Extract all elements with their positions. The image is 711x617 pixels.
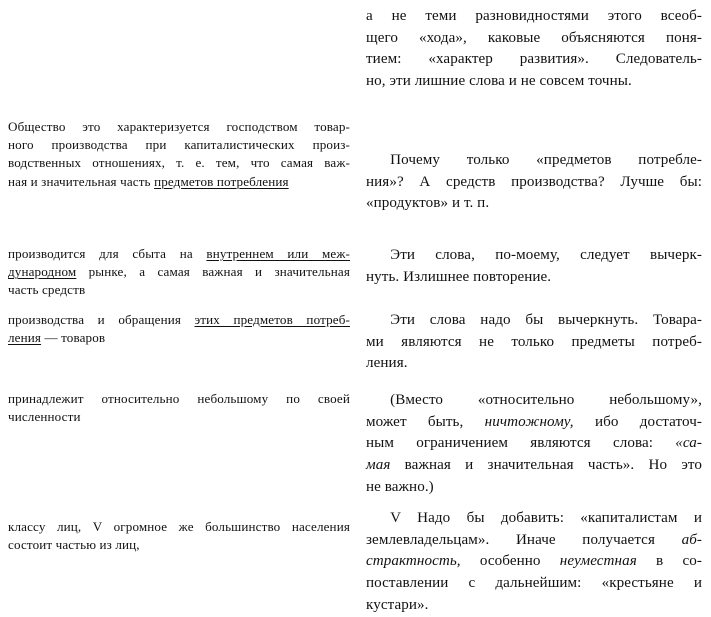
text-run: ная и значительная часть <box>8 173 155 189</box>
text-run: Эти слова надо бы вычеркнуть. Товара- <box>390 312 702 328</box>
left-paragraph-4 <box>8 390 350 426</box>
text-line: «продуктов» и т. п. <box>366 195 490 212</box>
text-line <box>366 412 702 434</box>
text-run: (Вместо «относительно небольшому», <box>390 392 702 408</box>
text-line <box>366 433 702 455</box>
text-line: кустари». <box>366 596 429 613</box>
text-line <box>366 530 702 552</box>
text-run: особенно <box>460 553 560 570</box>
text-line <box>8 329 350 347</box>
text-line: состоит частью из лиц, <box>8 537 140 553</box>
left-paragraph-1 <box>8 118 350 191</box>
text-line <box>8 245 350 263</box>
text-line <box>366 508 702 530</box>
text-run: — товаров <box>41 330 106 346</box>
text-line: щего «хода», каковые объясняются поня- <box>366 29 702 46</box>
underlined-run: внутреннем или меж- <box>206 246 350 261</box>
text-line: численности <box>8 409 81 425</box>
left-paragraph-2 <box>8 245 350 300</box>
text-line <box>366 150 702 172</box>
left-paragraph-5 <box>8 518 350 554</box>
italic-run: ничтожному, <box>484 413 574 430</box>
text-line <box>366 245 702 267</box>
text-line: не важно.) <box>366 478 434 495</box>
text-line: часть средств <box>8 282 86 298</box>
text-line <box>366 551 702 573</box>
text-line <box>8 263 350 281</box>
italic-run: мая <box>366 457 391 474</box>
text-line: ления. <box>366 355 408 372</box>
text-run: может быть, <box>366 413 485 430</box>
text-line: принадлежит относительно небольшому по своей <box>8 391 350 406</box>
text-line: поставлении с дальнейшим: «крестьяне и <box>366 575 702 592</box>
text-line: классу лиц, V огромное же большинство населения <box>8 519 350 534</box>
text-line: Общество это характеризуется господством товар- <box>8 119 350 134</box>
text-line <box>366 310 702 332</box>
text-run: Эти слова, по-моему, следует вычерк- <box>390 247 702 263</box>
italic-run: «са- <box>675 435 702 452</box>
text-run: производится для сбыта на <box>8 246 207 261</box>
italic-run: страктность, <box>366 553 461 570</box>
italic-run: неуместная <box>559 553 637 570</box>
left-text-column <box>8 0 350 616</box>
right-commentary-column <box>366 0 702 616</box>
text-line: тием: «характер развития». Следователь- <box>366 51 702 68</box>
text-line: нуть. Излишнее повторение. <box>366 268 552 285</box>
right-paragraph-3 <box>366 245 702 288</box>
text-run: рынке, а самая важная и значительная <box>76 264 350 280</box>
underlined-run: этих предметов потреб- <box>194 312 350 327</box>
text-run: важная и значительная часть». Но это <box>390 457 702 474</box>
text-line: ми являются не только предметы потреб- <box>366 333 702 350</box>
text-line: а не теми разновидностями этого всеоб- <box>366 8 702 24</box>
text-run: Почему только «предметов потребле- <box>390 152 702 168</box>
underlined-run: предметов потребления <box>154 173 289 189</box>
right-paragraph-5 <box>366 390 702 499</box>
text-run: в со- <box>636 553 702 570</box>
text-run: ным ограничением являются слова: <box>366 435 676 452</box>
right-paragraph-1 <box>366 6 702 93</box>
text-run: производства и обращения <box>8 312 195 327</box>
text-line <box>8 311 350 329</box>
text-line: водственных отношениях, т. е. тем, что самая важ- <box>8 155 350 171</box>
italic-run: аб- <box>681 531 702 548</box>
text-line: ния»? А средств производства? Лучше бы: <box>366 173 702 190</box>
text-run: ибо достаточ- <box>573 413 702 430</box>
left-paragraph-3 <box>8 311 350 347</box>
text-line <box>366 390 702 412</box>
underlined-run: дународном <box>8 264 77 280</box>
text-line: но, эти лишние слова и не совсем точны. <box>366 73 632 90</box>
text-line <box>8 173 350 191</box>
right-paragraph-2 <box>366 150 702 215</box>
text-line: ного производства при капиталистических произ- <box>8 137 350 153</box>
underlined-run: ления <box>8 330 42 346</box>
right-paragraph-6 <box>366 508 702 617</box>
text-line <box>366 455 702 477</box>
editorial-mark-v: V <box>390 510 401 526</box>
right-paragraph-4 <box>366 310 702 375</box>
text-run: землевладельцам». Иначе получается <box>366 531 682 548</box>
text-run: Надо бы добавить: «капиталистам и <box>400 510 702 526</box>
